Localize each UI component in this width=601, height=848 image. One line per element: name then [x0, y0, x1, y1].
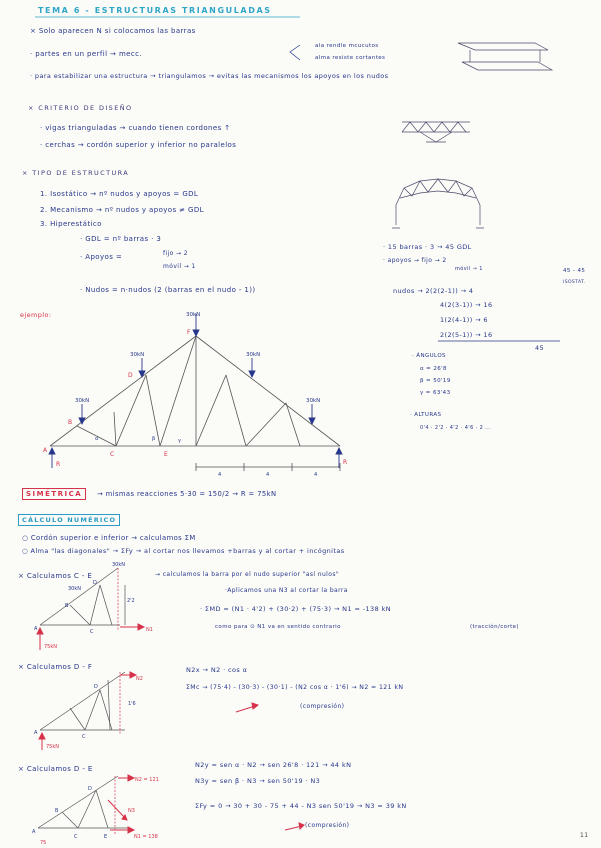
c2-title: × Calculamos D - F	[18, 663, 93, 671]
fig-df	[40, 672, 125, 735]
dim-2: 4	[266, 472, 270, 478]
angle-alpha: α = 26'8	[420, 366, 447, 372]
tipo-apoyos-movil: móvil → 1	[163, 263, 196, 270]
tipo-item-2: 2. Mecanismo → nº nudos y apoyos ≠ GDL	[40, 206, 204, 214]
c1-text-1: → calculamos la barra por el nudo superior "así nulos"	[155, 571, 340, 578]
tipo-side-2: ISOSTAT.	[563, 280, 586, 285]
calc-4: 2(2(5-1)) → 16	[440, 331, 493, 339]
fig3-n1: N1 = 138	[134, 834, 158, 840]
intro-line-1: × Solo aparecen N si colocamos las barras	[30, 27, 196, 35]
tipo-gdl: · GDL = nº barras · 3	[80, 235, 162, 243]
criterio-heading: × CRITERIO DE DISEÑO	[28, 104, 133, 112]
calculo-b1: ○ Cordón superior e inferior → calculamos ΣM	[22, 534, 196, 542]
fig3-r: 75	[40, 840, 47, 846]
calc-2: 4(2(3-1)) → 16	[440, 301, 493, 309]
node-e: E	[164, 451, 168, 458]
node-b: B	[68, 419, 73, 426]
main-load-3: 30kN	[246, 352, 261, 358]
tipo-heading: × TIPO DE ESTRUCTURA	[22, 169, 130, 177]
node-c: C	[110, 451, 115, 458]
tipo-side-1: 45 - 45	[563, 268, 586, 274]
intro-note-b: alma resiste cortantes	[315, 55, 386, 61]
angle-gamma: γ = 63'43	[420, 390, 451, 396]
fig1-node-c: C	[90, 629, 94, 635]
tipo-right-1: · 15 barras · 3 → 45 GDL	[383, 243, 472, 251]
main-load-5: 30kN	[306, 398, 321, 404]
fig1-r: 75kN	[44, 644, 57, 650]
c1-note-2: (tracción/corte)	[470, 624, 519, 630]
c1-note: como para ⊙ N1 va en sentido contrario	[215, 624, 341, 630]
fig3-n2: N2 = 121	[135, 777, 159, 783]
angle-beta: β = 50'19	[420, 378, 451, 384]
c3-eq-1: N2y = sen α · N2 → sen 26'8 · 121 → 44 kN	[195, 761, 352, 769]
fig1-height: 2'2	[127, 598, 135, 604]
fig-de	[38, 776, 130, 835]
angle-a-label: α	[95, 436, 99, 442]
fig2-height: 1'6	[128, 701, 136, 707]
fig2-n2: N2	[136, 676, 143, 682]
fig2-node-c: C	[82, 734, 86, 740]
main-load-2: 30kN	[130, 352, 145, 358]
fig1-node-a: A	[34, 626, 38, 632]
c3-eq-2: N3y = sen β · N3 → sen 50'19 · N3	[195, 777, 321, 785]
page-title: TEMA 6 - ESTRUCTURAS TRIANGULADAS	[38, 6, 272, 15]
tipo-item-3: 3. Hiperestático	[40, 220, 102, 228]
page-number: 11	[580, 832, 589, 839]
c1-title: × Calculamos C - E	[18, 572, 93, 580]
c3-eq-3: ΣFy = 0 → 30 + 30 - 75 + 44 - N3 sen 50'19 → N3 = 39 kN	[195, 802, 407, 810]
c3-title: × Calculamos D - E	[18, 765, 93, 773]
ejemplo-label: ejemplo:	[20, 311, 52, 319]
calc-3: 1(2(4-1)) → 6	[440, 316, 488, 324]
c2-eq-1: N2x → N2 · cos α	[186, 666, 248, 674]
tipo-right-2: · apoyos → fijo → 2	[383, 257, 447, 264]
tipo-apoyos: · Apoyos =	[80, 253, 123, 261]
criterio-line-2: · cerchas → cordón superior y inferior no paralelos	[40, 141, 237, 149]
alturas-values: 0'4 · 2'2 · 4'2 · 4'6 · 2 ...	[420, 425, 492, 431]
calc-total: 45	[535, 344, 545, 352]
fig1-load-1: 30kN	[112, 562, 125, 568]
main-load-1: 30kN	[186, 312, 201, 318]
simetrica-label: SIMÉTRICA	[22, 488, 86, 500]
fig-ce	[40, 568, 125, 630]
c1-text-2: ·Aplicamos una N3 al cortar la barra	[225, 587, 348, 594]
calculo-label: CÁLCULO NUMÉRICO	[18, 514, 120, 526]
fig2-r: 75kN	[46, 744, 59, 750]
tipo-apoyos-fijo: fijo → 2	[163, 250, 188, 257]
fig2-node-a: A	[34, 730, 38, 736]
tipo-nudos: · Nudos = n·nudos (2 (barras en el nudo - 1))	[80, 286, 256, 294]
fig3-n3: N3	[128, 808, 135, 814]
fig3-node-e: E	[104, 834, 108, 840]
tipo-right-2b: móvil → 1	[455, 266, 483, 272]
main-truss	[50, 336, 340, 471]
fig3-node-d: D	[88, 786, 92, 792]
fig3-node-a: A	[32, 829, 36, 835]
dim-1: 4	[218, 472, 222, 478]
c2-eq-2: ΣMc → (75·4) - (30·3) - (30·1) - (N2 cos α · 1'6) → N2 = 121 kN	[186, 684, 404, 691]
fig1-node-d: D	[93, 580, 97, 586]
reaction-left: R	[56, 461, 61, 468]
c2-note: (compresión)	[300, 703, 345, 710]
intro-line-2: · partes en un perfil → mecc.	[30, 50, 142, 58]
c3-note: (compresión)	[305, 822, 350, 829]
node-d: D	[128, 372, 133, 379]
angle-b-label: β	[152, 436, 156, 442]
dim-3: 4	[314, 472, 318, 478]
fig3-node-c: C	[74, 834, 78, 840]
fig1-n1: N1	[146, 627, 153, 633]
fig1-load-2: 30kN	[68, 586, 81, 592]
calculo-b2: ○ Alma "las diagonales" → ΣFy → al cortar nos llevamos +barras y al cortar + incógnitas	[22, 547, 345, 555]
intro-line-3: · para estabilizar una estructura → triangulamos → evitas las mecanismos los apoyos en los nudos	[30, 72, 389, 80]
node-a: A	[43, 447, 48, 454]
alturas-title: · ALTURAS	[410, 412, 442, 418]
angle-c-label: γ	[178, 438, 181, 444]
intro-note-a: ala rendle mcucutos	[315, 43, 379, 49]
main-load-4: 30kN	[75, 398, 90, 404]
fig1-node-b: B	[65, 603, 69, 609]
fig3-node-b: B	[55, 808, 59, 814]
node-f: F	[187, 329, 191, 336]
angles-title: · ÁNGULOS	[412, 353, 446, 359]
calc-1: nudos → 2(2(2-1)) → 4	[393, 287, 474, 295]
tipo-item-1: 1. Isostático → nº nudos y apoyos = GDL	[40, 190, 199, 198]
fig2-node-d: D	[94, 684, 98, 690]
reaction-right: R	[343, 459, 348, 466]
criterio-line-1: · vigas trianguladas → cuando tienen cordones ↑	[40, 124, 231, 132]
c1-eq: · ΣMD = (N1 · 4'2) + (30·2) + (75·3) → N1 = -138 kN	[200, 605, 392, 613]
simetrica-text: → mismas reacciones 5·30 = 150/2 → R = 75kN	[97, 490, 277, 498]
